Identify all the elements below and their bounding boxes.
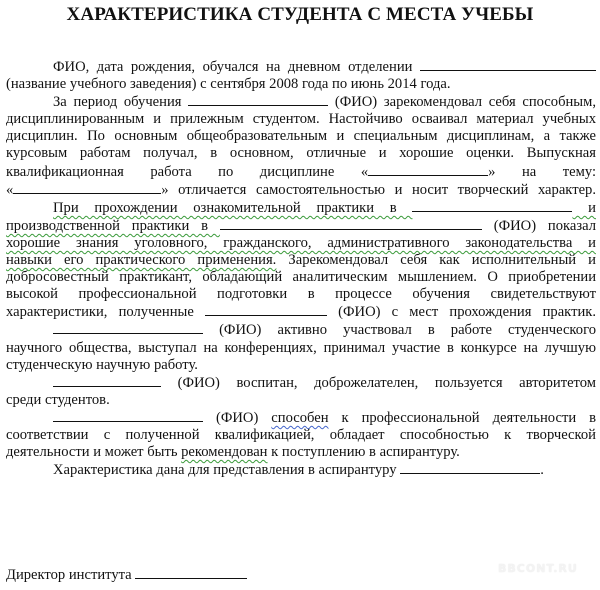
paragraph-line: « » отличается самостоятельностью и носит творческий характер. xyxy=(6,181,596,198)
paragraph-line: деятельности и может быть рекомендован к поступлению в аспирантуру. xyxy=(6,444,460,461)
paragraph-line: Характеристика дана для представления в аспирантуру . xyxy=(53,462,544,479)
blank-field xyxy=(412,199,572,212)
paragraph-line: дисциплинированным и прилежным студентом. Настойчиво осваивал материал учебных xyxy=(6,111,596,128)
paragraph-line: дисциплин. По основным общеобразовательным и специальным дисциплинам, а также xyxy=(6,128,596,145)
paragraph-line: (название учебного заведения) с сентября 2008 года по июнь 2014 года. xyxy=(6,76,451,93)
signature-label: Директор института xyxy=(6,567,136,583)
watermark: BBCONT.RU xyxy=(498,562,578,575)
paragraph-line: студенческую научную работу. xyxy=(6,356,198,373)
paragraph-line: (ФИО) способен к профессиональной деятельности в xyxy=(6,409,596,427)
paragraph-line: ФИО, дата рождения, обучался на дневном отделении xyxy=(6,58,596,76)
document-title: ХАРАКТЕРИСТИКА СТУДЕНТА С МЕСТА УЧЕБЫ xyxy=(66,4,534,25)
paragraph-line: (ФИО) воспитан, доброжелателен, пользуется авторитетом xyxy=(6,374,596,392)
blank-field xyxy=(205,303,327,316)
signature-blank xyxy=(135,566,247,579)
blank-field xyxy=(220,217,482,230)
paragraph-line: добросовестный практикант, обладающий аналитическим мышлением. О приобретении xyxy=(6,269,596,286)
paragraph-line: При прохождении ознакомительной практики в и xyxy=(53,199,596,216)
paragraph-line: научного общества, выступал на конференциях, принимал участие в конкурсе на лучшую xyxy=(6,339,596,356)
blank-field xyxy=(368,163,488,176)
paragraph-line: характеристики, полученные (ФИО) с мест прохождения практик. xyxy=(6,304,596,321)
blank-field xyxy=(53,409,203,422)
paragraph-line: производственной практики в (ФИО) показал xyxy=(6,217,597,234)
blank-field xyxy=(53,374,161,387)
paragraph-line: высокой профессиональной подготовки в процессе обучения свидетельствуют xyxy=(6,286,596,303)
director-signature xyxy=(6,566,247,584)
paragraph-line: квалификационная работа по дисциплине « » на тему: xyxy=(6,163,596,180)
paragraph-line: хорошие знания уголовного, гражданского, административного законодательства и xyxy=(6,234,596,251)
paragraph-line: курсовым работам получал, в основном, отличные и хорошие оценки. Выпускная xyxy=(6,145,596,162)
blank-field xyxy=(188,93,328,106)
blank-field xyxy=(53,321,203,334)
blank-field xyxy=(13,181,161,194)
paragraph-line: За период обучения (ФИО) зарекомендовал себя способным, xyxy=(53,94,596,111)
paragraph-line: (ФИО) активно участвовал в работе студенческого xyxy=(6,321,596,339)
blank-field xyxy=(420,58,596,71)
document-body xyxy=(6,58,596,479)
paragraph-line: среди студентов. xyxy=(6,391,110,408)
paragraph-line: соответствии с полученной квалификацией, обладает способностью к творческой xyxy=(6,426,596,443)
paragraph-line: навыки его практического применения. Зарекомендовал себя как исполнительный и xyxy=(6,252,596,269)
blank-field xyxy=(400,461,540,474)
